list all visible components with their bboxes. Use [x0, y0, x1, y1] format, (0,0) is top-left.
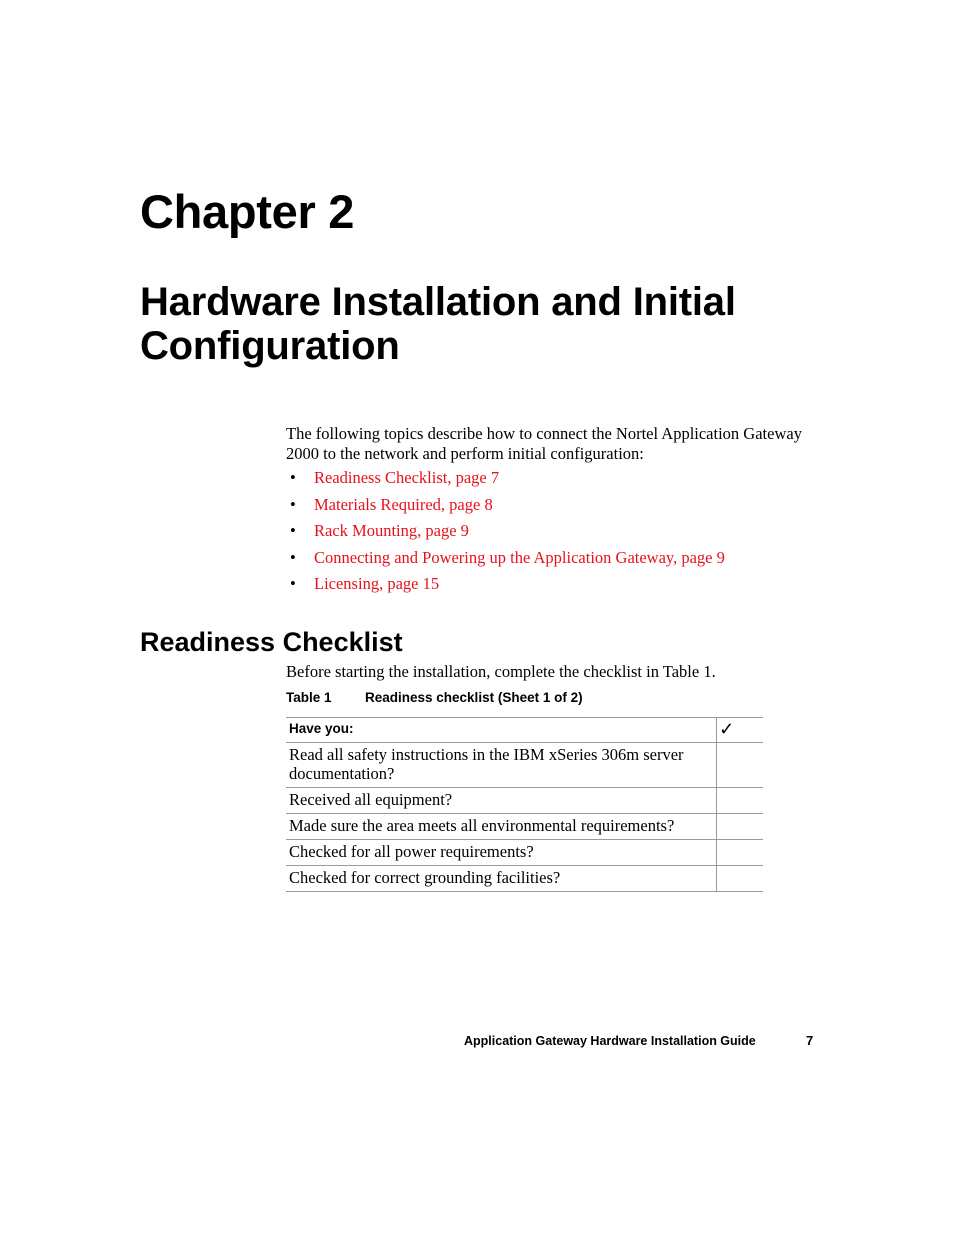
- bullet-icon: •: [290, 547, 296, 567]
- table-cell-question: Read all safety instructions in the IBM xSeries 306m server documentation?: [286, 743, 717, 788]
- checkmark-icon: ✓: [717, 718, 763, 743]
- bullet-icon: •: [290, 468, 296, 487]
- bullet-icon: •: [290, 521, 296, 540]
- list-item: [286, 520, 725, 547]
- table-cell-question: Checked for correct grounding facilities?: [286, 866, 717, 892]
- table-cell-check: [717, 840, 763, 866]
- table-cell-check: [717, 743, 763, 788]
- chapter-title: Hardware Installation and Initial Configuration: [140, 280, 736, 368]
- topic-link-rack-mounting[interactable]: Rack Mounting, page 9: [314, 521, 469, 540]
- table-cell-question: Made sure the area meets all environmental requirements?: [286, 814, 717, 840]
- table-cell-check: [717, 788, 763, 814]
- footer-title: Application Gateway Hardware Installation Guide: [464, 1034, 756, 1048]
- bullet-icon: •: [290, 494, 296, 514]
- table-header-question: Have you:: [286, 718, 717, 743]
- table-caption-number: Table 1: [286, 690, 332, 705]
- table-row: [286, 814, 763, 840]
- table-caption-title: Readiness checklist (Sheet 1 of 2): [365, 690, 583, 705]
- page-number: 7: [806, 1033, 814, 1048]
- section-heading: Readiness Checklist: [140, 627, 403, 657]
- section-intro: Before starting the installation, complete the checklist in Table 1.: [286, 662, 716, 681]
- table-row: [286, 788, 763, 814]
- readiness-checklist-table: [286, 717, 763, 892]
- topic-list: [286, 467, 725, 600]
- table-cell-question: Checked for all power requirements?: [286, 840, 717, 866]
- topic-link-readiness-checklist[interactable]: Readiness Checklist, page 7: [314, 468, 500, 487]
- table-row: [286, 866, 763, 892]
- bullet-icon: •: [290, 574, 296, 593]
- chapter-label: Chapter 2: [140, 185, 355, 238]
- table-header-row: [286, 718, 763, 743]
- list-item: [286, 573, 725, 600]
- table-cell-check: [717, 866, 763, 892]
- list-item: [286, 494, 725, 521]
- topic-link-connecting-powering[interactable]: Connecting and Powering up the Application Gateway, page 9: [314, 547, 725, 567]
- table-cell-question: Received all equipment?: [286, 788, 717, 814]
- intro-paragraph: The following topics describe how to connect the Nortel Application Gateway 2000 to the network and perform initial configuration:: [286, 424, 802, 463]
- list-item: [286, 467, 725, 494]
- table-row: [286, 840, 763, 866]
- table-caption: [286, 689, 583, 707]
- list-item: [286, 547, 725, 574]
- topic-link-licensing[interactable]: Licensing, page 15: [314, 574, 440, 593]
- table-cell-check: [717, 814, 763, 840]
- topic-link-materials-required[interactable]: Materials Required, page 8: [314, 494, 493, 514]
- table-row: [286, 743, 763, 788]
